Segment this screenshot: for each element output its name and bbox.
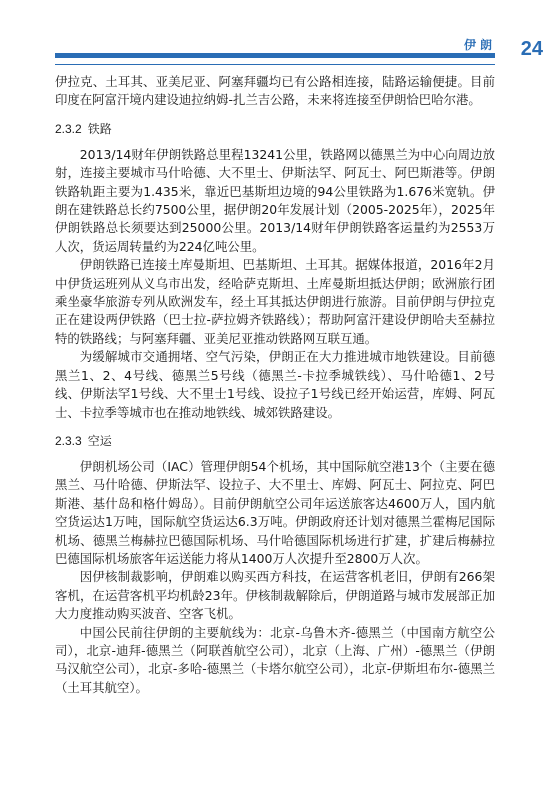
section-heading-railway: [55, 120, 495, 138]
paragraph: 为缓解城市交通拥堵、空气污染，伊朗正在大力推进城市地铁建设。目前德黑兰1、2、4号线、德黑兰5号线（德黑兰-卡拉季城铁线）、马什哈德1、2号线、伊斯法罕1号线、大不里士1号线、设拉子1号线已经开始运营，库姆、阿瓦士、卡拉季等城市也在推动地铁线、城郊铁路建设。: [55, 349, 495, 420]
page-body: [55, 73, 495, 697]
header-rule: [55, 64, 495, 65]
paragraph: 2013/14财年伊朗铁路总里程13241公里，铁路网以德黑兰为中心向周边放射，连接主要城市马什哈德、大不里士、伊斯法罕、阿瓦士、阿巴斯港等。伊朗铁路轨距主要为1.435米，靠近巴基斯坦边境的94公里铁路为1.676米宽轨。伊朗在建铁路总长约7500公里，据伊朗20年发展计划（2005-2025年），2025年伊朗铁路总长须要达到25000公里。2013/14财年伊朗铁路客运量约为2553万人次，货运周转量约为224亿吨公里。: [55, 146, 495, 254]
paragraph: 伊朗机场公司（IAC）管理伊朗54个机场，其中国际航空港13个（主要在德黑兰、马什哈德、伊斯法罕、设拉子、大不里士、库姆、阿瓦士、阿拉克、阿巴斯港、基什岛和格什姆岛）。目前伊朗航空公司年运送旅客达4600万人，国内航空货运达1万吨，国际航空货运达6.3万吨。伊朗政府还计划对德黑兰霍梅尼国际机场、德黑兰梅赫拉巴德国际机场、马什哈德国际机场进行扩建，扩建后梅赫拉巴德国际机场旅客年运送能力将从1400万人次提升至2800万人次。: [55, 458, 495, 566]
paragraph: 中国公民前往伊朗的主要航线为：北京-乌鲁木齐-德黑兰（中国南方航空公司），北京-迪拜-德黑兰（阿联酋航空公司），北京（上海、广州）-德黑兰（伊朗马汉航空公司），北京-多哈-德黑兰（卡塔尔航空公司），北京-伊斯坦布尔-德黑兰（土耳其航空）。: [55, 624, 495, 695]
section-number: 2.3.2: [55, 121, 82, 136]
section-heading-aviation: [55, 432, 495, 450]
section-title: 铁路: [87, 121, 112, 136]
header-bar: [55, 53, 495, 58]
section-number: 2.3.3: [55, 433, 82, 448]
paragraph: 伊朗铁路已连接土库曼斯坦、巴基斯坦、土耳其。据媒体报道，2016年2月中伊货运班列从义乌市出发，经哈萨克斯坦、土库曼斯坦抵达伊朗；欧洲旅行团乘坐豪华旅游专列从欧洲发车，经土耳其抵达伊朗进行旅游。目前伊朗与伊拉克正在建设两伊铁路（巴士拉-萨拉姆齐铁路线）；帮助阿富汗建设伊朗哈夫至赫拉特的铁路线；与阿塞拜疆、亚美尼亚推动铁路网互联互通。: [55, 257, 495, 346]
paragraph: 因伊核制裁影响，伊朗难以购买西方科技，在运营客机老旧，伊朗有266架客机，在运营客机平均机龄23年。伊核制裁解除后，伊朗道路与城市发展部正加大力度推动购买波音、空客飞机。: [55, 569, 495, 622]
section-title: 空运: [87, 433, 112, 448]
page-number: 24: [520, 38, 543, 60]
running-head: 伊朗: [463, 38, 496, 52]
intro-paragraph: 伊拉克、土耳其、亚美尼亚、阿塞拜疆均已有公路相连接，陆路运输便捷。目前印度在阿富汗境内建设迪拉纳姆-扎兰吉公路，未来将连接至伊朗恰巴哈尔港。: [55, 74, 495, 108]
